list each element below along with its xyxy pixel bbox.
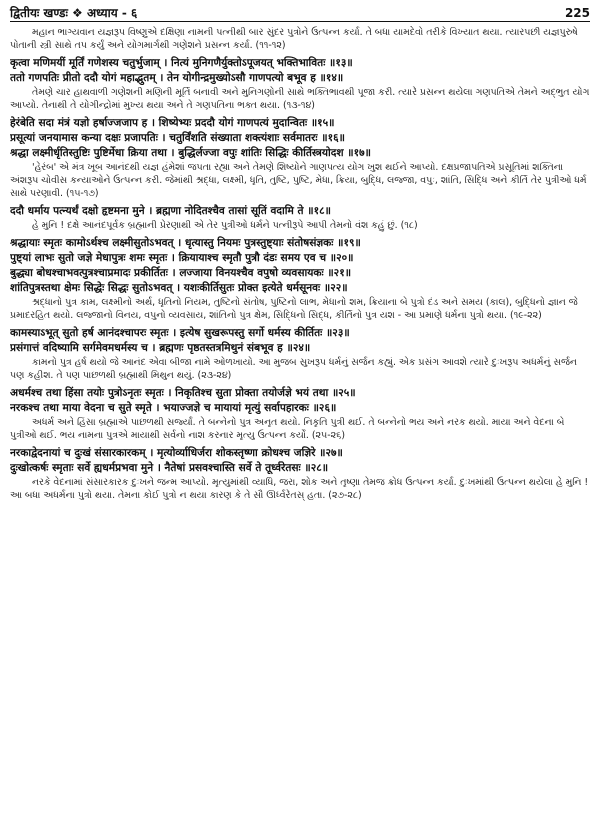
sanskrit-verse: हेरंबेति सदा मंत्रं यज्ञो हर्षाज्जजाप ह । शिष्येभ्यः प्रददौ योगं गाणपत्यं मुदान्वितः ॥१५॥ xyxy=(10,117,335,129)
running-title: द्वितीयः खण्डः ❖ अध्याय - ६ xyxy=(10,6,138,20)
sanskrit-verse: कामस्याऽभूत् सुतो हर्ष आनंदश्चापरः स्मृतः । इत्येष सुखरूपस्तु सर्गो धर्मस्य कीर्तितः ॥२३॥ xyxy=(10,327,350,339)
sanskrit-verse: नरकश्च तथा माया वेदना च सुते स्मृते । भयाज्जज्ञे च मायायां मृत्युं सर्वापहारकः ॥२६॥ xyxy=(10,402,337,414)
sanskrit-verse: नरकाद्वेदनायां च दुःखं संसारकारकम् । मृत्योर्व्याधिर्जरा शोकस्तृष्णा क्रोधश्च जज्ञिरे ॥२७॥ xyxy=(10,447,343,459)
gujarati-translation: મહાન ભાગ્યવાન યજ્ઞરૂપ વિષ્ણુએ દક્ષિણા નામની પત્નીથી બાર સુંદર પુત્રોને ઉત્પન્ન કર્યા. તે બધા યામદેવો તરીકે વિખ્યાત થયા. ત્યારપછી યજ્ઞપુરુષે પોતાની સ્ત્રી સાથે તપ કર્યું અને યોગમાર્ગથી ગણેશને પ્રસન્ન કર્યા. (૧૧-૧૨) xyxy=(10,27,578,51)
gujarati-translation: હે મુનિ ! દક્ષે આનંદપૂર્વક બ્રહ્માની પ્રેરણાથી એ તેર પુત્રીઓ ધર્મને પત્નીરૂપે આપી તેમનો વંશ કહું છું. (૧૮) xyxy=(32,220,418,231)
sanskrit-verse: कृत्वा मणिमयीं मूर्तिं गणेशस्य चतुर्भुजाम् । नित्यं मुनिगणैर्युक्तोऽपूजयत् भक्तिभावितः ॥१३॥ xyxy=(10,57,353,69)
gujarati-translation: નરકે વેદનામાં સંસારકારક દુઃખને જન્મ આપ્યો. મૃત્યુમાંથી વ્યાધિ, જરા, શોક અને તૃષ્ણા તેમજ ક્રોધ ઉત્પન્ન કર્યા. દુઃખમાંથી ઉત્પન્ન થયેલા હે મુનિ ! આ બધા અધર્મના પુત્રો થયા. તેમના કોઈ પુત્રો ન થયા કારણ કે તે સૌ ઊર્ધ્વરેતસ્ હતા. (૨૭-૨૮) xyxy=(10,477,589,501)
sanskrit-verse: प्रसंगात्तं वदिष्यामि सर्गमेवमधर्मस्य च । ब्रह्मणः पृष्ठतस्तत्रमिथुनं संबभूव ह ॥२४॥ xyxy=(10,342,311,354)
verse-block xyxy=(10,236,590,322)
header-rule xyxy=(10,21,590,22)
gujarati-translation: શ્રદ્ધાનો પુત્ર કામ, લક્ષ્મીનો અર્થ, ધૃતિનો નિયમ, તુષ્ટિનો સંતોષ, પુષ્ટિનો લાભ, મેધાનો શમ, ક્રિયાના બે પુત્રો દંડ અને સમય (કાલ), બુદ્ધિનો જ્ઞાન જે પ્રમાદરહિત થયો. લજ્જાનો વિનય, વપુનો વ્યવસાય, શાંતિનો પુત્ર ક્ષેમ, સિદ્ધિનો સિદ્ધ, કીર્તિનો પુત્ર યશ - આ પ્રમાણે ધર્મના પુત્રો થયા. (૧૯-૨૨) xyxy=(10,297,578,321)
verse-block xyxy=(10,326,590,382)
page-content xyxy=(10,26,590,502)
sanskrit-verse: बुद्ध्या बोधश्चाभवत्पुत्रश्चाप्रमादः प्रकीर्तितः । लज्जाया विनयश्चैव वपुषो व्यवसायकः ॥२१॥ xyxy=(10,267,352,279)
gujarati-translation: અધર્મ અને હિંસા બ્રહ્માએ પાછળથી સર્જ્યાં. તે બન્નેનો પુત્ર અનૃત થયો. નિકૃતિ પુત્રી થઈ. તે બન્નેનો ભય અને નરક થયો. માયા અને વેદના બે પુત્રીઓ થઈ. ભય નામના પુત્રએ માયાથી સર્વનો નાશ કરનાર મૃત્યુ ઉત્પન્ન કર્યો. (૨૫-૨૬) xyxy=(10,417,565,441)
sanskrit-verse: अधर्मश्च तथा हिंसा तयोः पुत्रोऽनृतः स्मृतः । निकृतिश्च सुता प्रोक्ता तयोर्जज्ञे भयं तथा ॥२५॥ xyxy=(10,387,356,399)
sanskrit-verse: ददौ धर्माय पत्न्यर्थं दक्षो हृष्टमना मुने । ब्रह्मणा नोदितश्चैव तासां सूतिं वदामि ते ॥१८॥ xyxy=(10,205,331,217)
page-header xyxy=(10,4,590,20)
gujarati-translation: 'હેરંબ' એ મંત્ર ખૂબ આનંદથી યજ્ઞ હંમેશાં જપતા રહ્યા અને તેમણે શિષ્યોને ગાણપત્ય યોગ ખુશ થઈને આપ્યો. દક્ષપ્રજાપતિએ પ્રસૂતિમાં શક્તિના અંશરૂપ ચોવીસ કન્યાઓને ઉત્પન્ન કરી. જેમાંથી શ્રદ્ધા, લક્ષ્મી, ધૃતિ, તુષ્ટિ, પુષ્ટિ, મેધા, ક્રિયા, બુદ્ધિ, લજ્જા, વપુઃ, શાંતિ, સિદ્ધિ અને કીર્તિ તેર પુત્રીઓ ધર્મ સાથે પરણાવી. (૧૫-૧૭) xyxy=(10,162,587,199)
page-number: 225 xyxy=(564,6,590,20)
verse-block xyxy=(10,26,590,52)
verse-block xyxy=(10,386,590,442)
sanskrit-verse: ततो गणपतिः प्रीतो ददौ योगं महाद्भुतम् । तेन योगीन्द्रमुख्योऽसौ गाणपत्यो बभूव ह ॥१४॥ xyxy=(10,72,344,84)
gujarati-translation: તેમણે ચાર હાથવાળી ગણેશની મણિની મૂર્તિ બનાવી અને મુનિગણોની સાથે ભક્તિભાવથી પૂજા કરી. ત્યારે પ્રસન્ન થયેલા ગણપતિએ તેમને અદ્ભુત યોગ આપ્યો. તેનાથી તે યોગીન્દ્રોમાં મુખ્ય થયા અને તે ગણપતિના ભક્ત થયા. (૧૩-૧૪) xyxy=(10,87,590,111)
sanskrit-verse: शांतिपुत्रस्तथा क्षेमः सिद्धेः सिद्धः सुतोऽभवत् । यशःकीर्तिसुतः प्रोक्त इत्येते धर्मसूनवः ॥२२॥ xyxy=(10,282,348,294)
verse-block xyxy=(10,446,590,502)
verse-block xyxy=(10,116,590,200)
sanskrit-verse: प्रसूत्यां जनयामास कन्या दक्षः प्रजापतिः । चतुर्विंशति संख्याता शक्त्यंशाः सर्वमातरः ॥१६॥ xyxy=(10,132,345,144)
verse-block xyxy=(10,204,590,232)
sanskrit-verse: श्रद्धा लक्ष्मीर्धृतिस्तुष्टिः पुष्टिर्मेधा क्रिया तथा । बुद्धिर्लज्जा वपुः शांतिः सिद्धिः कीर्तिस्त्रयोदश ॥१७॥ xyxy=(10,147,371,159)
verse-block xyxy=(10,56,590,112)
sanskrit-verse: दुःखोत्कर्षः स्मृताः सर्वे ह्यधर्मप्रभवा मुने । नैतेषां प्रसवश्चास्ति सर्वे ते तूर्ध्वरेतसः ॥२८॥ xyxy=(10,462,329,474)
sanskrit-verse: श्रद्धायाः स्मृतः कामोऽर्थश्च लक्ष्मीसुतोऽभवत् । धृत्यास्तु नियमः पुत्रस्तुष्ट्याः संतोषसंज्ञकः ॥१९॥ xyxy=(10,237,361,249)
gujarati-translation: કામનો પુત્ર હર્ષ થયો જે આનંદ એવા બીજા નામે ઓળખાયો. આ મુજબ સુખરૂપ ધર્મનું સર્જન કહ્યું. એક પ્રસંગ આવશે ત્યારે દુઃખરૂપ અધર્મનું સર્જન પણ કહીશ. તે પણ પાછળથી બ્રહ્માથી મિથુન થયું. (૨૩-૨૪) xyxy=(10,357,577,381)
sanskrit-verse: पुष्ट्यां लाभः सुतो जज्ञे मेधापुत्रः शमः स्मृतः । क्रियायाश्च स्मृतौ पुत्रौ दंडः समय एव च ॥२०॥ xyxy=(10,252,354,264)
